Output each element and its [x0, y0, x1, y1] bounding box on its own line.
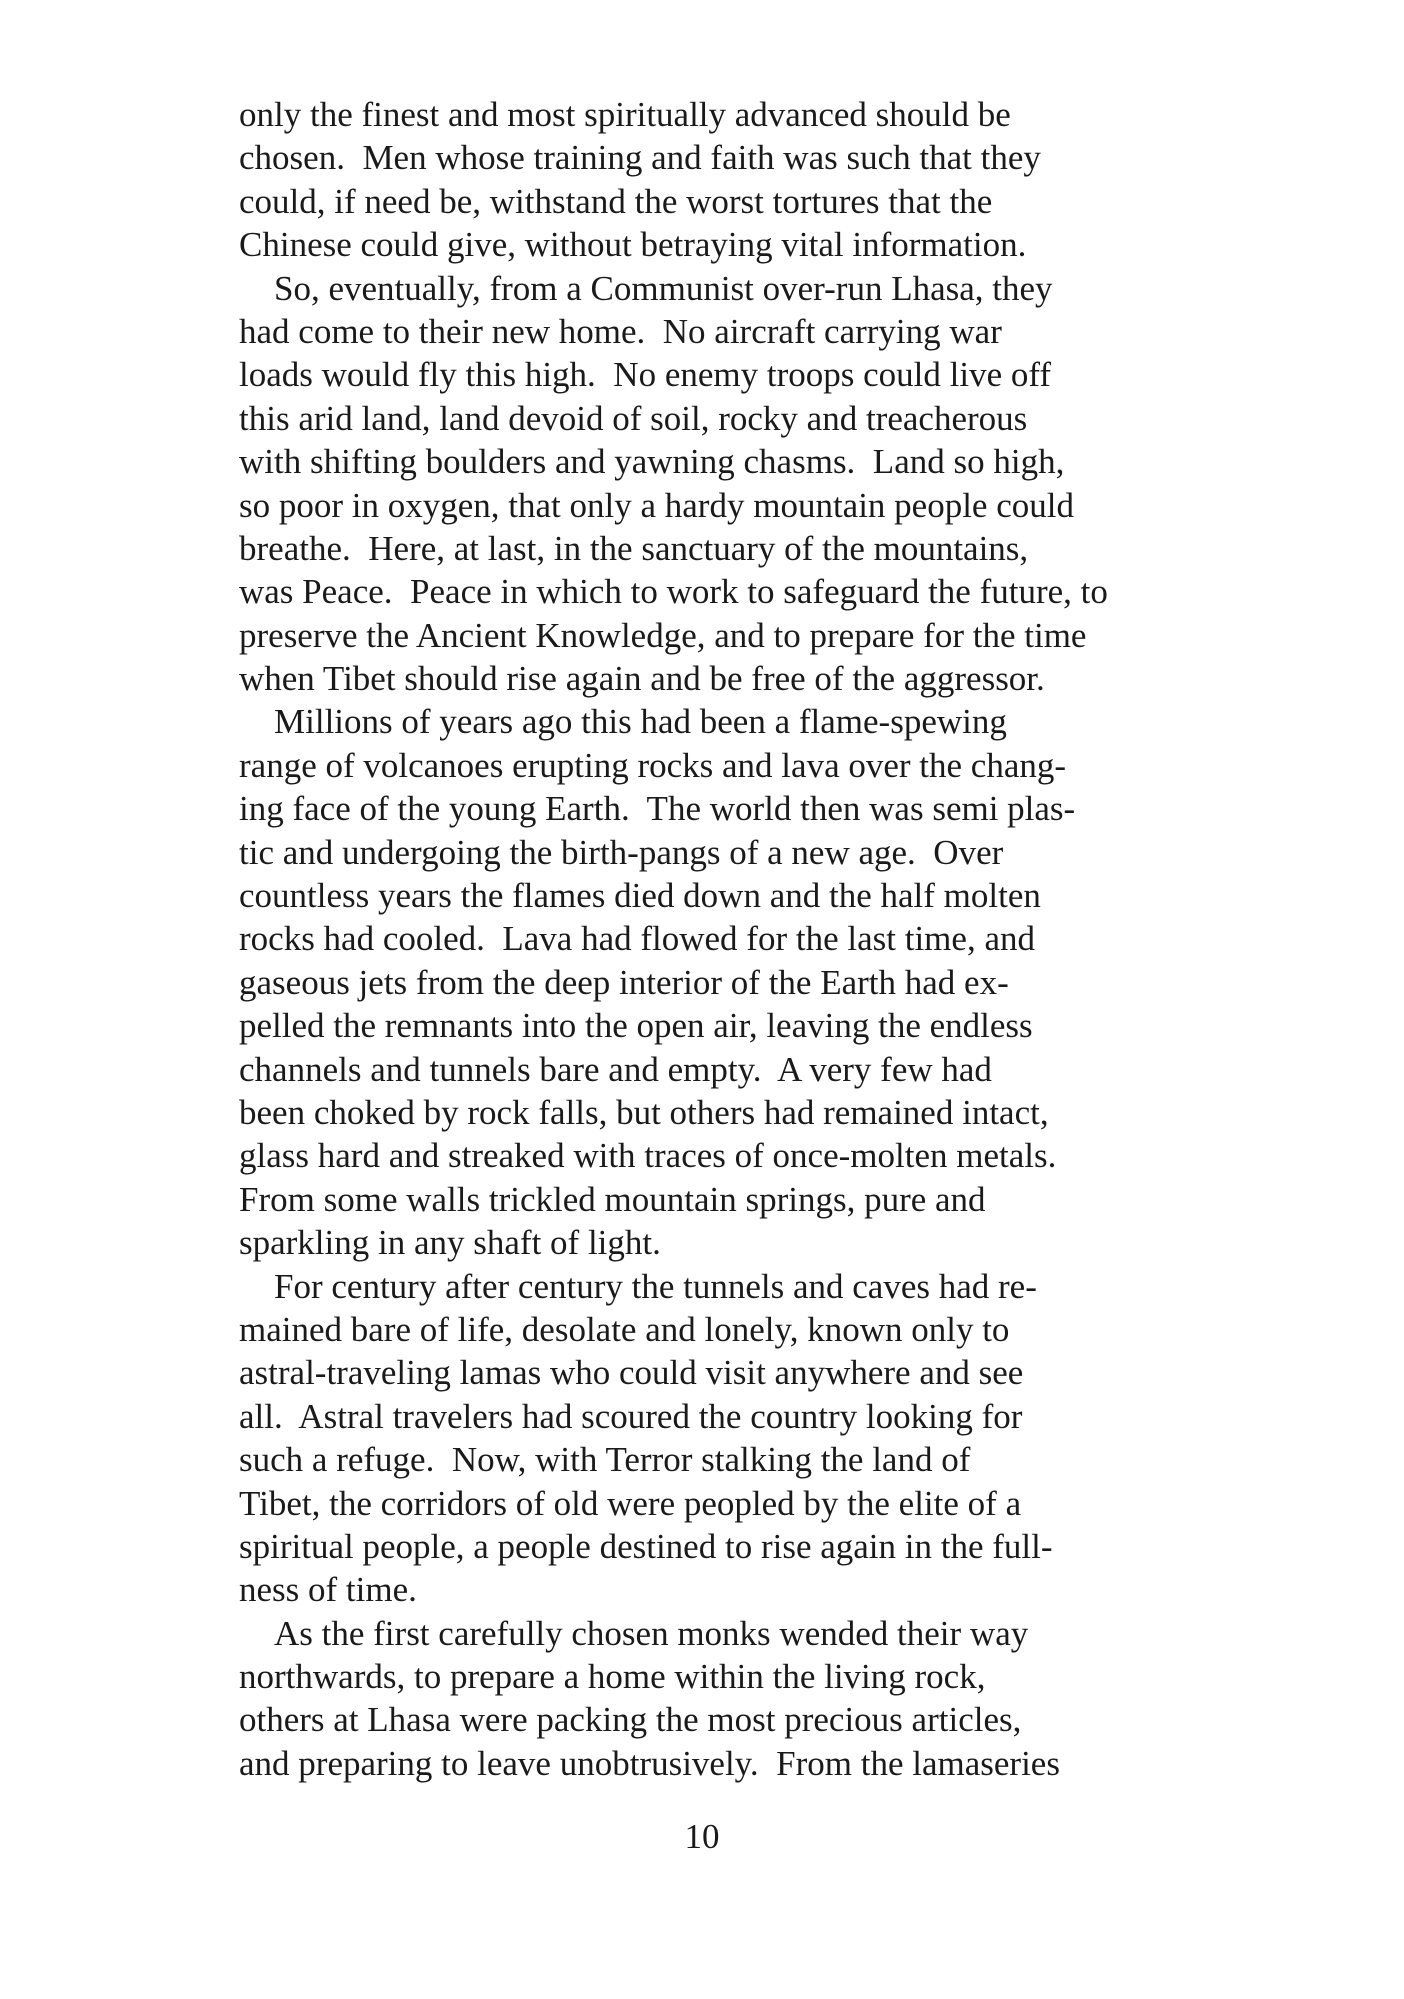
text-line: For century after century the tunnels and caves had re-	[274, 1266, 1037, 1306]
paragraph-continuation	[239, 93, 1239, 267]
paragraph-tunnels	[239, 1265, 1239, 1612]
text-line: ness of time.	[239, 1570, 417, 1610]
text-line: astral-traveling lamas who could visit anywhere and see	[239, 1353, 1024, 1393]
text-line: been choked by rock falls, but others had remained intact,	[239, 1092, 1049, 1132]
text-line: so poor in oxygen, that only a hardy mountain people could	[239, 485, 1074, 525]
text-line: breathe. Here, at last, in the sanctuary of the mountains,	[239, 528, 1029, 568]
text-line: chosen. Men whose training and faith was such that they	[239, 138, 1041, 178]
text-line: and preparing to leave unobtrusively. From the lamaseries	[239, 1743, 1060, 1783]
text-line: this arid land, land devoid of soil, rocky and treacherous	[239, 398, 1028, 438]
text-line: countless years the flames died down and the half molten	[239, 876, 1041, 916]
text-line: northwards, to prepare a home within the living rock,	[239, 1657, 986, 1697]
text-line: channels and tunnels bare and empty. A very few had	[239, 1049, 992, 1089]
text-line: glass hard and streaked with traces of once-molten metals.	[239, 1136, 1057, 1176]
text-line: Tibet, the corridors of old were peopled by the elite of a	[239, 1483, 1022, 1523]
text-line: had come to their new home. No aircraft carrying war	[239, 311, 1002, 351]
text-line: spiritual people, a people destined to rise again in the full-	[239, 1526, 1053, 1566]
text-line: Millions of years ago this had been a flame-spewing	[274, 702, 1007, 742]
text-line: such a refuge. Now, with Terror stalking the land of	[239, 1440, 971, 1480]
text-line: gaseous jets from the deep interior of the Earth had ex-	[239, 962, 1009, 1002]
text-line: rocks had cooled. Lava had flowed for the last time, and	[239, 919, 1035, 959]
text-line: pelled the remnants into the open air, leaving the endless	[239, 1006, 1033, 1046]
text-line: preserve the Ancient Knowledge, and to prepare for the time	[239, 615, 1087, 655]
text-line: others at Lhasa were packing the most precious articles,	[239, 1700, 1022, 1740]
text-line: only the finest and most spiritually advanced should be	[239, 95, 1011, 134]
text-line: tic and undergoing the birth-pangs of a new age. Over	[239, 832, 1004, 872]
text-line: mained bare of life, desolate and lonely, known only to	[239, 1309, 1010, 1349]
text-line: all. Astral travelers had scoured the country looking for	[239, 1396, 1023, 1436]
text-line: with shifting boulders and yawning chasms. Land so high,	[239, 442, 1065, 482]
text-line: So, eventually, from a Communist over-run Lhasa, they	[274, 268, 1053, 308]
text-line: ing face of the young Earth. The world then was semi plas-	[239, 789, 1076, 829]
body-text	[239, 93, 1239, 1785]
text-line: loads would fly this high. No enemy troops could live off	[239, 355, 1052, 395]
text-line: was Peace. Peace in which to work to safeguard the future, to	[239, 572, 1108, 612]
paragraph-monks	[239, 1612, 1239, 1786]
text-line: when Tibet should rise again and be free of the aggressor.	[239, 659, 1045, 699]
page-number: 10	[684, 1817, 720, 1856]
text-line: From some walls trickled mountain springs, pure and	[239, 1179, 986, 1219]
text-line: range of volcanoes erupting rocks and lava over the chang-	[239, 745, 1067, 785]
text-line: As the first carefully chosen monks wended their way	[274, 1613, 1029, 1653]
paragraph-new-home	[239, 267, 1239, 701]
text-line: sparkling in any shaft of light.	[239, 1223, 661, 1263]
paragraph-volcanoes	[239, 700, 1239, 1264]
text-line: could, if need be, withstand the worst tortures that the	[239, 181, 993, 221]
text-line: Chinese could give, without betraying vital information.	[239, 225, 1027, 265]
